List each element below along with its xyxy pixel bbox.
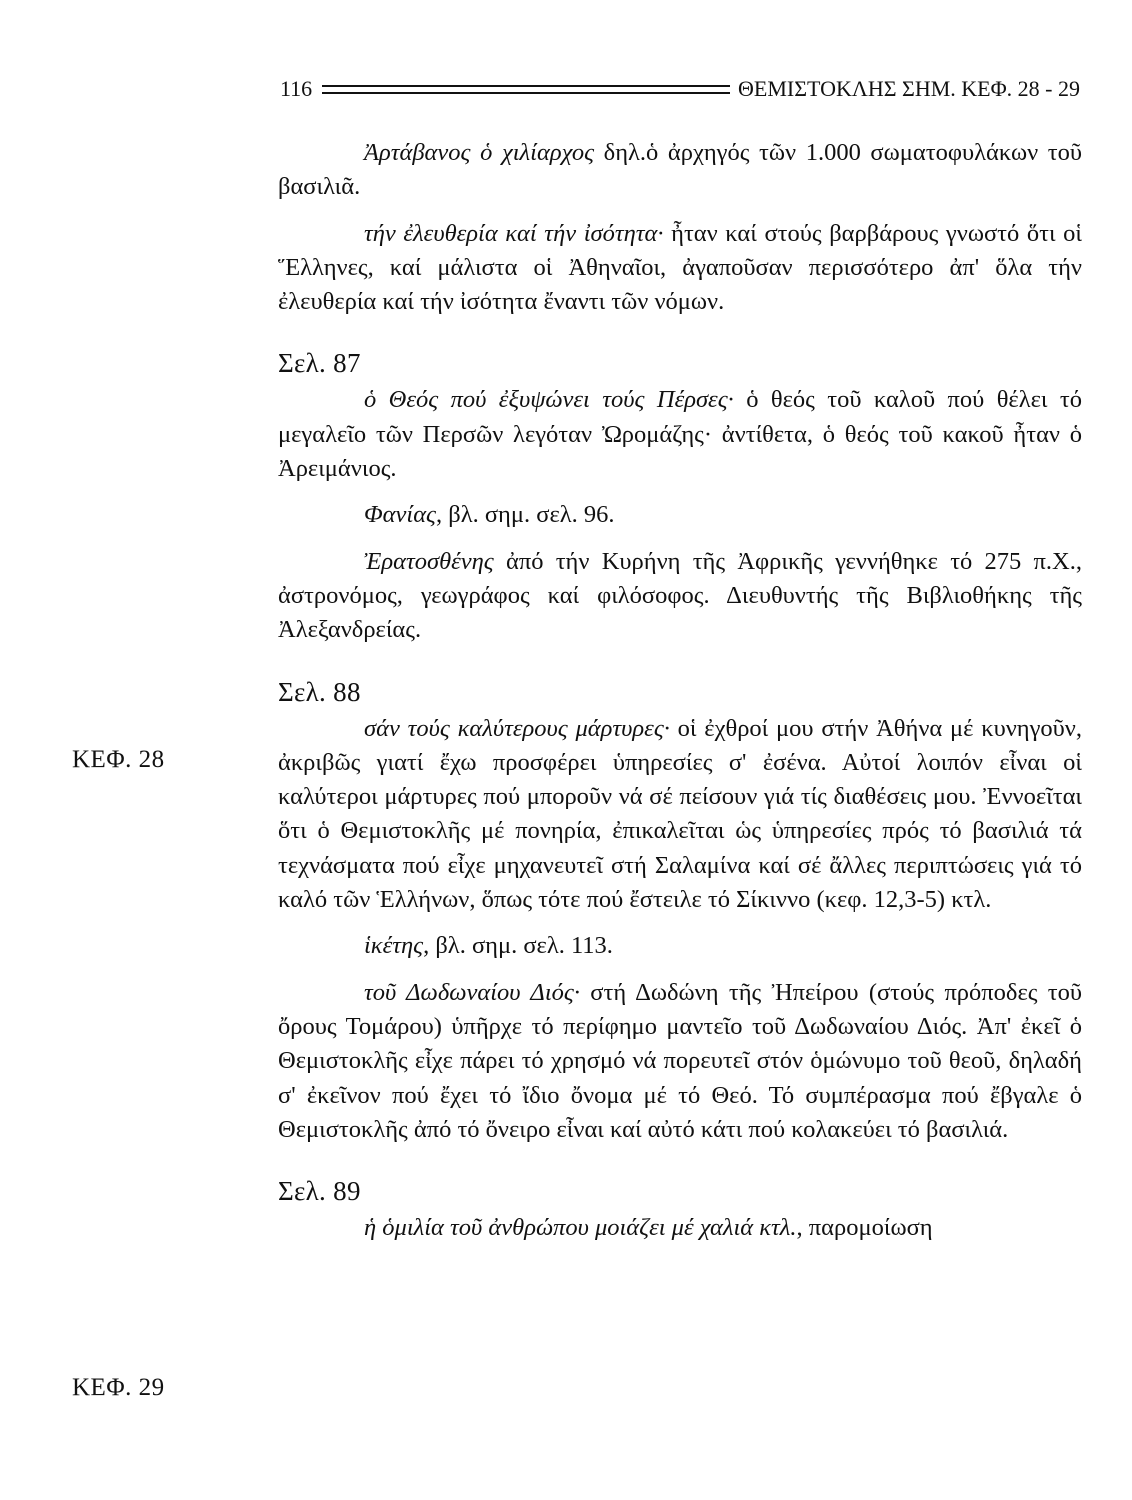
margin-label-chapter-29: ΚΕΦ. 29 [72,1374,165,1401]
page-number: 116 [280,76,313,101]
note-text: δηλ.ὁ ἀρχηγός τῶν 1.000 σωματοφυλάκων τοῦ βασιλιᾶ. [278,139,1082,201]
section-heading: Σελ. 87 [278,348,361,379]
note-entry [278,929,1082,963]
running-title: ΘΕΜΙΣΤΟΚΛΗΣ ΣΗΜ. ΚΕΦ. 28 - 29 [738,76,1080,101]
note-text: , βλ. σημ. σελ. 113. [423,932,613,960]
note-entry [278,383,1082,486]
note-term: Φανίας [364,501,436,529]
note-entry [278,1211,1082,1245]
note-term: σάν τούς καλύτερους μάρτυρες· [364,714,670,742]
section-heading: Σελ. 89 [278,1176,361,1207]
header-rule [322,85,730,94]
note-entry [278,217,1082,320]
running-header [280,72,1080,106]
note-text: ἀπό τήν Κυρήνη τῆς Ἀφρικῆς γεννήθηκε τό 275 π.Χ., ἀστρονόμος, γεωγράφος καί φιλόσοφος. Διευθυντής τῆς Βιβλιοθήκης τῆς Ἀλεξανδρείας. [278,547,1082,644]
note-entry [278,712,1082,918]
note-term: τήν ἐλευθερία καί τήν ἰσότητα· [364,219,664,247]
note-text: ἦταν καί στούς βαρβάρους γνωστό ὅτι οἱ Ἕλληνες, καί μάλιστα οἱ Ἀθηναῖοι, ἀγαποῦσαν περισσότερο ἀπ' ὅλα τήν ἐλευθερία καί τήν ἰσότητα ἔναντι τῶν νόμων. [278,219,1083,316]
margin-label-chapter-28: ΚΕΦ. 28 [72,746,165,773]
note-entry [278,136,1082,205]
note-text: , βλ. σημ. σελ. 96. [436,501,615,529]
note-text: ὁ θεός τοῦ καλοῦ πού θέλει τό μεγαλεῖο τῶν Περσῶν λεγόταν Ὠρομάζης· ἀντίθετα, ὁ θεός τοῦ κακοῦ ἦταν ὁ Ἀρειμάνιος. [278,386,1082,483]
note-entry [278,545,1082,648]
commentary-column [278,136,1082,1245]
note-text: στή Δωδώνη τῆς Ἠπείρου (στούς πρόποδες τοῦ ὄρους Τομάρου) ὑπῆρχε τό περίφημο μαντεῖο τοῦ Δωδωναίου Διός. Ἀπ' ἐκεῖ ὁ Θεμιστοκλῆς εἶχε πάρει τό χρησμό νά πορευτεῖ στόν ὁμώνυμο τοῦ θεοῦ, δηλαδή σ' ἐκεῖνον πού ἔχει τό ἴδιο ὄνομα μέ τό Θεό. Τό συμπέρασμα πού ἔβγαλε ὁ Θεμιστοκλῆς ἀπό τό ὄνειρο εἶναι καί αὐτό κάτι πού κολακεύει τό βασιλιά. [278,978,1082,1143]
note-term: Ἀρτάβανος ὁ χιλίαρχος [364,139,595,166]
note-term: τοῦ Δωδωναίου Διός· [364,978,580,1006]
note-entry [278,498,1082,532]
note-term: Ἐρατοσθένης [364,547,494,575]
note-text: , παρομοίωση [796,1214,933,1242]
note-term: ἱκέτης [364,932,424,960]
section-heading: Σελ. 88 [278,676,361,707]
note-text: οἱ ἐχθροί μου στήν Ἀθήνα μέ κυνηγοῦν, ἀκριβῶς γιατί ἔχω προσφέρει ὑπηρεσίες σ' ἐσένα. Αὐτοί λοιπόν εἶναι οἱ καλύτεροι μάρτυρες πού μποροῦν νά σέ πείσουν γιά τίς διαθέσεις μου. Ἐννοεῖται ὅτι ὁ Θεμιστοκλῆς μέ πονηρία, ἐπικαλεῖται ὡς ὑπηρεσίες πρός τό βασιλιά τά τεχνάσματα πού εἶχε μηχανευτεῖ στή Σαλαμίνα καί σέ ἄλλες περιπτώσεις γιά τό καλό τῶν Ἑλλήνων, ὅπως τότε πού ἔστειλε τό Σίκιννο (κεφ. 12,3-5) κτλ. [278,714,1082,914]
note-entry [278,976,1082,1147]
note-term: ἡ ὁμιλία τοῦ ἀνθρώπου μοιάζει μέ χαλιά κτλ. [364,1214,797,1242]
note-term: ὁ Θεός πού ἐξυψώνει τούς Πέρσες· [364,386,734,414]
